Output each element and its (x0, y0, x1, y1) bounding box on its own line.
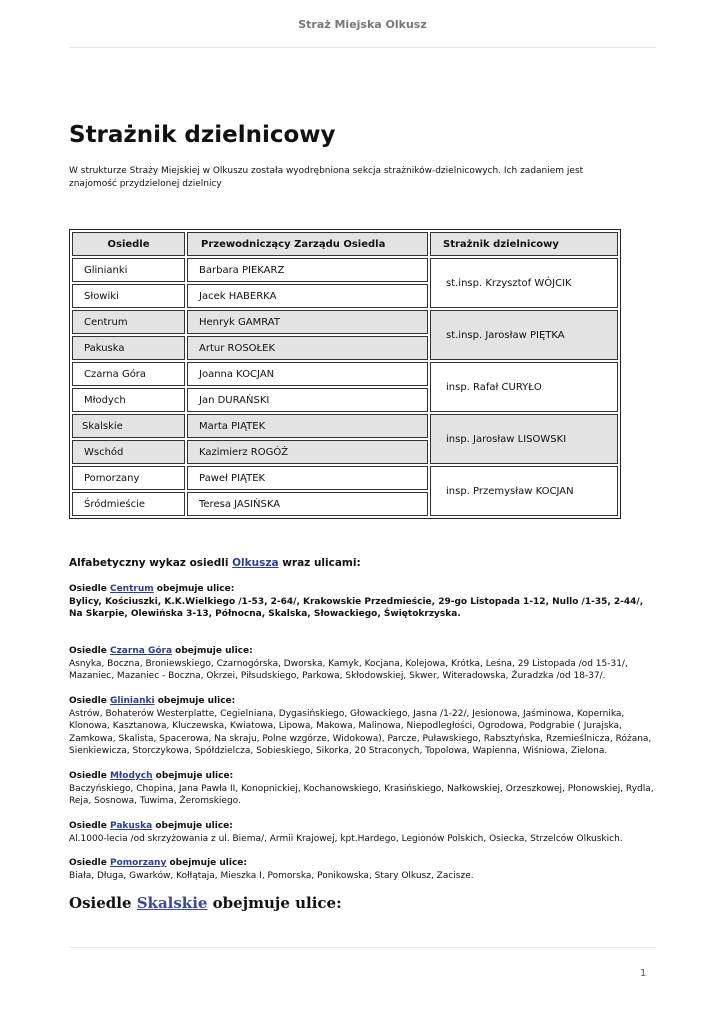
table-cell-osiedle: Glinianki (72, 258, 185, 282)
table-header-przewodniczacy: Przewodniczący Zarządu Osiedla (187, 232, 428, 256)
table-cell-osiedle: Słowiki (72, 284, 185, 308)
section-suffix: obejmuje ulice: (153, 584, 235, 594)
table-cell-przewodniczacy: Henryk GAMRAT (187, 310, 428, 334)
section-suffix: obejmuje ulice: (152, 821, 233, 831)
page-title: Strażnik dzielnicowy (69, 122, 336, 148)
table-cell-osiedle: Młodych (72, 388, 185, 412)
page-number: 1 (640, 968, 647, 979)
section-prefix: Osiedle (69, 894, 137, 912)
section-heading (69, 820, 659, 833)
table-cell-przewodniczacy: Artur ROSOŁEK (187, 336, 428, 360)
table-cell-przewodniczacy: Barbara PIEKARZ (187, 258, 428, 282)
list-heading-suffix: wraz ulicami: (278, 557, 361, 569)
table-cell-straznik: insp. Rafał CURYŁO (430, 362, 618, 412)
section-prefix: Osiedle (69, 696, 110, 706)
osiedle-link-pomorzany[interactable]: Pomorzany (109, 858, 167, 868)
section-heading (69, 857, 659, 870)
section-heading (69, 645, 659, 658)
table-cell-osiedle: Pomorzany (72, 466, 185, 490)
footer-divider (69, 947, 656, 948)
table-cell-straznik: insp. Jarosław LISOWSKI (430, 414, 618, 464)
section-skalskie-heading (69, 894, 342, 912)
section-suffix: obejmuje ulice: (207, 894, 342, 912)
table-cell-przewodniczacy: Joanna KOCJAN (187, 362, 428, 386)
table-cell-przewodniczacy: Teresa JASIŃSKA (187, 492, 428, 516)
section-heading (69, 770, 659, 783)
section-czarna-gora (69, 645, 659, 683)
section-centrum (69, 583, 659, 621)
table-header-osiedle: Osiedle (72, 232, 185, 256)
section-heading (69, 583, 659, 596)
intro-paragraph: W strukturze Straży Miejskiej w Olkuszu została wyodrębniona sekcja strażników-dzielnicowych. Ich zadaniem jest znajomość przydzielonej dzielnicy (69, 166, 584, 189)
table-cell-przewodniczacy: Jan DURAŃSKI (187, 388, 428, 412)
section-pakuska (69, 820, 659, 845)
section-prefix: Osiedle (69, 821, 110, 831)
section-prefix: Osiedle (69, 771, 110, 781)
table-cell-osiedle: Czarna Góra (72, 362, 185, 386)
table-cell-przewodniczacy: Kazimierz ROGÓŻ (187, 440, 428, 464)
olkusz-link[interactable]: Olkusza (232, 557, 279, 569)
table-cell-straznik: insp. Przemysław KOCJAN (430, 466, 618, 516)
section-suffix: obejmuje ulice: (154, 696, 236, 706)
table-cell-straznik: st.insp. Krzysztof WÓJCIK (430, 258, 618, 308)
section-pomorzany (69, 857, 659, 882)
list-heading (69, 557, 659, 570)
section-streets: Biała, Długa, Gwarków, Kołłątaja, Mieszka I, Pomorska, Ponikowska, Stary Olkusz, Zacisze. (69, 870, 474, 881)
section-mlodych (69, 770, 659, 808)
section-suffix: obejmuje ulice: (172, 646, 253, 656)
table-cell-przewodniczacy: Jacek HABERKA (187, 284, 428, 308)
section-suffix: obejmuje ulice: (152, 771, 234, 781)
osiedle-link-mlodych[interactable]: Młodych (109, 771, 153, 781)
section-glinianki (69, 695, 659, 758)
table-cell-przewodniczacy: Paweł PIĄTEK (187, 466, 428, 490)
section-streets: Asnyka, Boczna, Broniewskiego, Czarnogórska, Dworska, Kamyk, Kocjana, Kolejowa, Krótka, Leśna, 29 Listopada /od 15-31/, Mazaniec, Mazaniec - Boczna, Okrzei, Piłsudskiego, Parkowa, Skłodowskiej, Skwer, Witeradowska, Żuradzka /od 18-37/. (69, 658, 628, 681)
header-divider (69, 47, 656, 48)
section-prefix: Osiedle (69, 858, 110, 868)
section-prefix: Osiedle (69, 584, 110, 594)
table-cell-osiedle: Skalskie (72, 414, 185, 438)
section-heading (69, 695, 659, 708)
site-header: Straż Miejska Olkusz (298, 18, 427, 31)
table-header-straznik: Strażnik dzielnicowy (430, 232, 618, 256)
section-suffix: obejmuje ulice: (166, 858, 248, 868)
osiedle-link-centrum[interactable]: Centrum (109, 584, 154, 594)
section-streets: Al.1000-lecia /od skrzyżowania z ul. Biema/, Armii Krajowej, kpt.Hardego, Legionów Polskich, Osiecka, Strzelców Olkuskich. (69, 833, 623, 844)
table-cell-straznik: st.insp. Jarosław PIĘTKA (430, 310, 618, 360)
table-cell-osiedle: Wschód (72, 440, 185, 464)
section-streets: Bylicy, Kościuszki, K.K.Wielkiego /1-53, 2-64/, Krakowskie Przedmieście, 29-go Listopada 1-12, Nullo /1-35, 2-44/, Na Skarpie, Olewińska 3-13, Północna, Skalska, Słowackiego, Świętokrzyska. (69, 596, 644, 619)
table-cell-osiedle: Centrum (72, 310, 185, 334)
table-cell-osiedle: Pakuska (72, 336, 185, 360)
osiedle-link-glinianki[interactable]: Glinianki (109, 696, 155, 706)
osiedle-link-pakuska[interactable]: Pakuska (109, 821, 153, 831)
section-streets: Astrów, Bohaterów Westerplatte, Cegielniana, Dygasińskiego, Głowackiego, Jasna /1-22/, Jesionowa, Jaśminowa, Kopernika, Klonowa, Kasztanowa, Kluczewska, Kwiatowa, Lipowa, Makowa, Malinowa, Niepodległości, Ogrodowa, Podgrabie ( Jurajska, Zamkowa, Skalista, Spacerowa, Na skraju, Polne wzgórze, Widokowa), Parcze, Puławskiego, Rabsztyńska, Rzemieślnicza, Różana, Sienkiewicza, Storczykowa, Spółdzielcza, Sobieskiego, Sikorka, 20 Straconych, Topolowa, Wapienna, Wiśniowa, Zielona. (69, 708, 652, 756)
section-prefix: Osiedle (69, 646, 110, 656)
assignments-table (69, 229, 621, 519)
table-cell-osiedle: Śródmieście (72, 492, 185, 516)
osiedle-link-skalskie[interactable]: Skalskie (136, 894, 208, 912)
section-streets: Baczyńskiego, Chopina, Jana Pawła II, Konopnickiej, Kochanowskiego, Krasińskiego, Nałkowskiej, Orzeszkowej, Płonowskiej, Rydla, Reja, Sosnowa, Tuwima, Żeromskiego. (69, 783, 654, 806)
list-heading-prefix: Alfabetyczny wykaz osiedli (69, 557, 233, 569)
table-cell-przewodniczacy: Marta PIĄTEK (187, 414, 428, 438)
osiedle-link-czarna-gora[interactable]: Czarna Góra (109, 646, 173, 656)
